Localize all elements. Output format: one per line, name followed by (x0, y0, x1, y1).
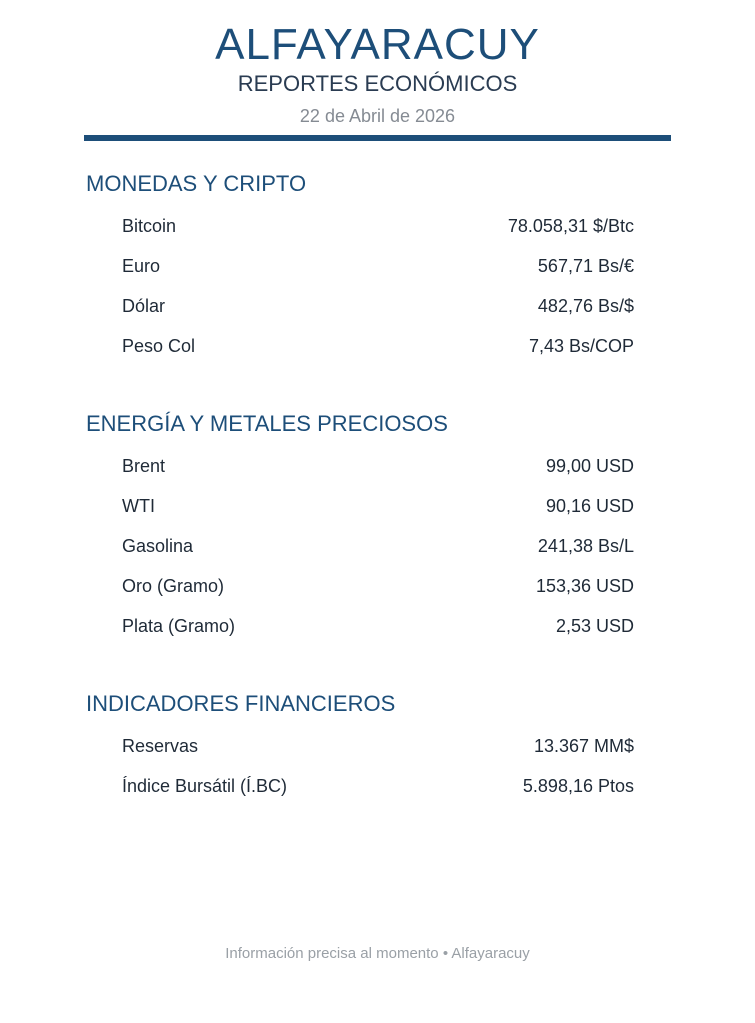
list-item (86, 206, 634, 246)
report-header (0, 18, 755, 128)
section-title: MONEDAS Y CRIPTO (86, 171, 307, 196)
item-value: 241,38 Bs/L (537, 535, 634, 556)
item-value: 13.367 MM$ (533, 735, 634, 756)
section-title: INDICADORES FINANCIEROS (86, 691, 396, 716)
list-item (86, 246, 634, 286)
list-item (86, 566, 634, 606)
item-label: Gasolina (122, 535, 194, 556)
list-item (86, 446, 634, 486)
item-value: 2,53 USD (555, 615, 634, 636)
list-item (86, 766, 634, 806)
item-label: Brent (122, 455, 166, 476)
item-label: Plata (Gramo) (122, 615, 236, 636)
report-date: 22 de Abril de 2026 (299, 106, 456, 126)
item-label: Peso Col (122, 335, 196, 356)
list-item (86, 286, 634, 326)
list-item (86, 606, 634, 646)
item-label: Oro (Gramo) (122, 575, 225, 596)
page-subtitle: REPORTES ECONÓMICOS (237, 71, 518, 96)
item-label: Índice Bursátil (Í.BC) (122, 775, 288, 796)
page-footer: Información precisa al momento • Alfayaracuy (225, 945, 530, 962)
item-label: Reservas (122, 735, 199, 756)
section-title: ENERGÍA Y METALES PRECIOSOS (86, 411, 448, 436)
section-indicadores-financieros (86, 690, 634, 806)
item-value: 99,00 USD (545, 455, 634, 476)
item-value: 5.898,16 Ptos (522, 775, 634, 796)
page-title: ALFAYARACUY (215, 20, 540, 69)
item-label: Euro (122, 255, 161, 276)
list-item (86, 326, 634, 366)
item-label: WTI (122, 495, 155, 516)
item-value: 153,36 USD (535, 575, 634, 596)
item-value: 567,71 Bs/€ (537, 255, 634, 276)
section-monedas-cripto (86, 170, 634, 366)
list-item (86, 726, 634, 766)
list-item (86, 486, 634, 526)
item-label: Dólar (122, 295, 166, 316)
section-energia-metales (86, 410, 634, 646)
header-divider (84, 135, 671, 141)
list-item (86, 526, 634, 566)
item-value: 90,16 USD (545, 495, 634, 516)
item-value: 7,43 Bs/COP (528, 335, 634, 356)
item-label: Bitcoin (122, 215, 177, 236)
item-value: 482,76 Bs/$ (537, 295, 634, 316)
item-value: 78.058,31 $/Btc (507, 215, 634, 236)
